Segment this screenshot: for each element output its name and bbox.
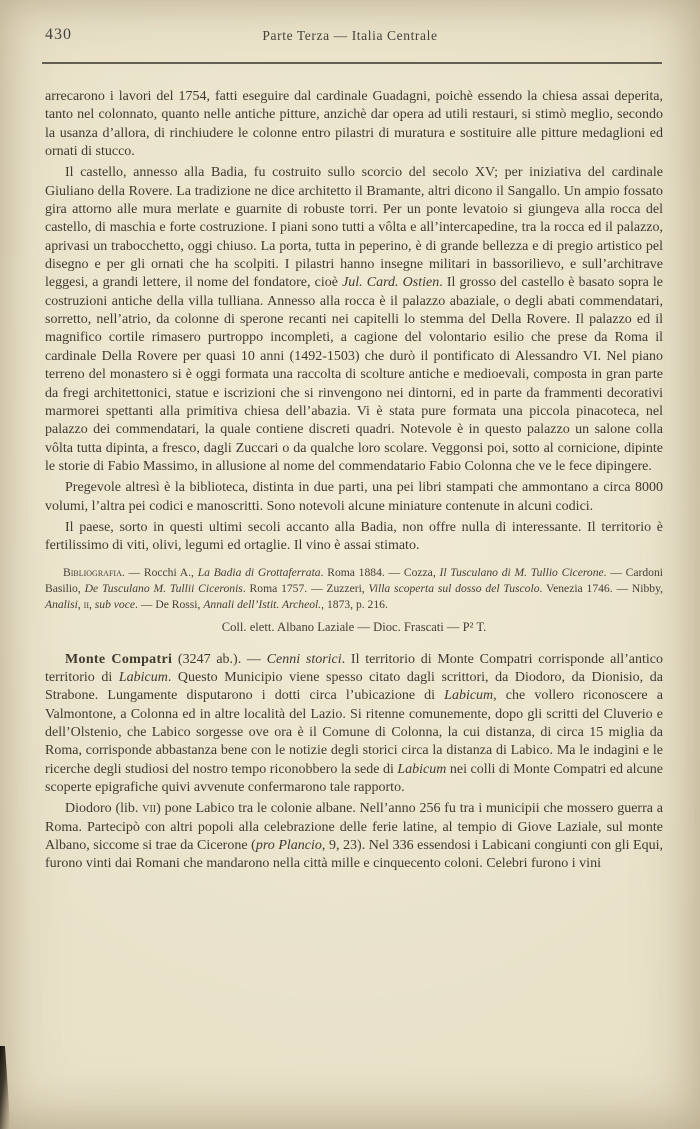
bibliography-note: Bibliografia. — Rocchi A., La Badia di Grottaferrata. Roma 1884. — Cozza, Il Tusculano di M. Tullio Cicerone. — Cardoni Basilio, De Tusculano M. Tullii Ciceronis. Roma 1757. — Zuzzeri, Villa scoperta sul dosso del Tuscolo. Venezia 1746. — Nibby, Analisi, ii, sub voce. — De Rossi, Annali dell’Istit. Archeol., 1873, p. 216.: [45, 565, 664, 611]
section-paragraph: Monte Compatri (3247 ab.). — Cenni storici. Il territorio di Monte Compatri corrisponde all’antico territorio di Labicum. Questo Municipio viene spesso citato dagli scrittori, da Diodoro, da Dionisio, da Strabone. Lungamente disputarono i dotti circa l’ubicazione di Labicum, che vollero riconoscere a Valmontone, a Colonna ed in altre località del Lazio. Si ritenne comunemente, dopo gli scritti del Cluverio e dell’Olstenio, che Labico sorgesse ove ora è il Comune di Colonna, la cui distanza, di circa 15 miglia da Roma, corrisponde abbastanza bene con le notizie degli storici circa la distanza di Labico. Ma le indagini e le ricerche degli studiosi del nostro tempo riconobbero la sede di Labicum nei colli di Monte Compatri ed alcune scoperte epigrafiche quivi avvenute confermarono tale rapporto.: [45, 651, 663, 795]
paragraph: arrecarono i lavori del 1754, fatti eseguire dal cardinale Guadagni, poichè essendo la chiesa assai deperita, tanto nel colonnato, quanto nelle antiche pitture, anzichè dar opera ad utili restauri, si stimò meglio, secondo la usanza d’allora, di rinchiudere le colonne entro pilastri di muratura e sostituire alle pitture medaglioni ed ornati di stucco.: [45, 89, 663, 160]
header-rule: [42, 62, 662, 64]
running-title: Parte Terza — Italia Centrale: [262, 28, 438, 43]
gutter-shadow: [0, 1046, 13, 1129]
paragraph: Diodoro (lib. vii) pone Labico tra le colonie albane. Nell’anno 256 fu tra i municipii che mossero guerra a Roma. Partecipò con altri popoli alla celebrazione delle ferie latine, al tempio di Giove Laziale, sul monte Albano, siccome si trae da Cicerone (pro Plancio, 9, 23). Nel 336 essendosi i Labicani congiunti con gli Equi, furono vinti dai Romani che mandarono nella città mille e cinquecento coloni. Celebri furono i vini: [45, 801, 663, 872]
colophon-line: Coll. elett. Albano Laziale — Dioc. Frascati — P² T.: [221, 619, 487, 634]
paragraph: Il castello, annesso alla Badia, fu costruito sullo scorcio del secolo XV; per iniziativa del cardinale Giuliano della Rovere. La tradizione ne dice architetto il Bramante, altri dicono il Sangallo. Un ampio fossato gira attorno alle mura merlate e guarnite di robuste torri. Per un ponte levatoio si giungeva alla rocca del castello, di maschia e forte costruzione. I piani sono tutti a vôlta e all’intercapedine, tra la rocca ed il palazzo, aprivasi un trabocchetto, oggi chiuso. La porta, tutta in peperino, è di grande bellezza e di pregio artistico pel disegno e per gli ornati che ha scolpiti. I pilastri hanno insegne militari in bassorilievo, e sull’architrave leggesi, a grandi lettere, il nome del fondatore, cioè Jul. Card. Ostien. Il grosso del castello è basato sopra le costruzioni antiche della villa tulliana. Annesso alla rocca è il palazzo abaziale, o degli abati commendatari, sorretto, nell’atrio, da colonne di sperone recanti nei capitelli lo stemma del Della Rovere. Il palazzo ed il magnifico cortile rimasero purtroppo incompleti, a cagione del volontario esilio che prese da Roma il cardinale Della Rovere per quasi 10 anni (1492-1503) che durò il pontificato di Alessandro VI. Nel piano terreno del monastero si è oggi formata una raccolta di scolture antiche e medioevali, composta in gran parte da fregi architettonici, statue e iscrizioni che si rinvengono nei dintorni, ed in parte da frammenti decorativi marmorei spettanti alla primitiva chiesa dell’abazia. Vi è stata pure formata una piccola pinacoteca, nel palazzo dei commendatari, la quale contiene discreti quadri. Notevole è in questo palazzo un salone colla vôlta tutta dipinta, a fresco, dagli Zuccari o da qualche loro scolare. Veggonsi poi, sotto al cornicione, dipinte le storie di Fabio Massimo, in allusione al nome del commendatario Fabio Colonna che ve le fece dipingere.: [45, 165, 663, 474]
page-body: [45, 88, 663, 874]
page-header: [0, 0, 700, 58]
paragraph: Il paese, sorto in questi ultimi secoli accanto alla Badia, non offre nulla di interessante. Il territorio è fertilissimo di viti, olivi, legumi ed ortaglie. Il vino è assai stimato.: [45, 519, 663, 554]
paragraph: Pregevole altresì è la biblioteca, distinta in due parti, una pei libri stampati che ammontano a circa 8000 volumi, l’altra pei codici e manoscritti. Sono notevoli alcune miniature contenute in alcuni codici.: [45, 480, 663, 514]
page-number: 430: [45, 26, 72, 43]
